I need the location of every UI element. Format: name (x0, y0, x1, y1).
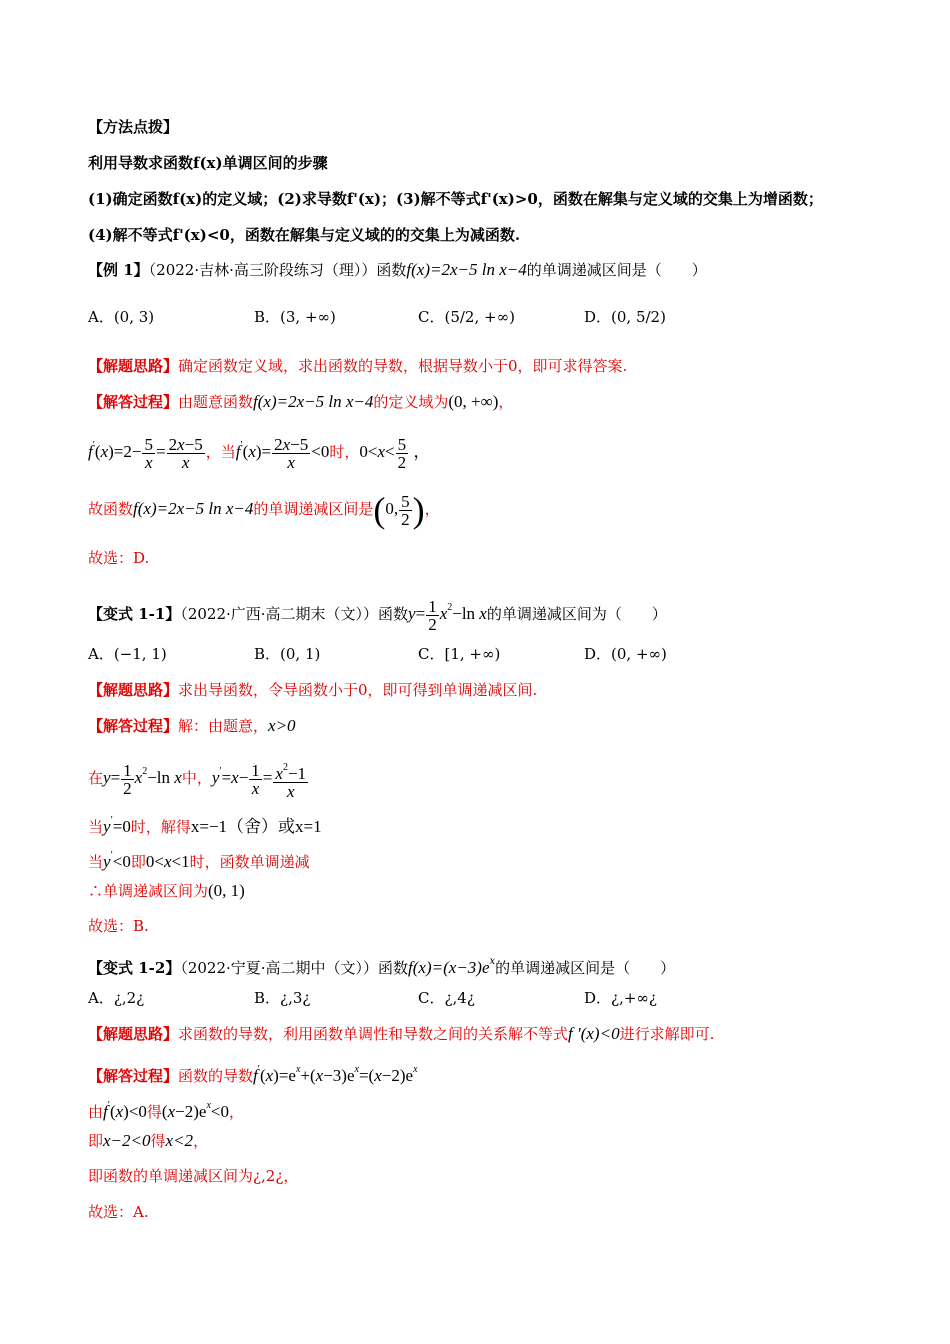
variant-1-2-derivative-negative: f′(x)<0 (103, 1100, 147, 1121)
example-1-process-1 (88, 391, 513, 413)
variant-1-1-idea-text: 求出导函数，令导函数小于0，即可得到单调递减区间. (178, 681, 538, 699)
variant-1-1-when-text-2: 当 (88, 853, 104, 871)
variant-1-2-idea (88, 1023, 714, 1045)
variant-1-1-zero-derivative: y′=0 (103, 815, 131, 836)
example-1-idea (88, 355, 627, 377)
variant-1-2-process-1 (88, 1059, 418, 1087)
example-1-option-d[interactable]: D．(0, 5/2) (584, 308, 666, 326)
example-1-then-text: 时， (329, 443, 360, 461)
variant-1-2-get-text: 得 (146, 1103, 162, 1121)
method-heading: 【方法点拨】 (88, 118, 179, 136)
variant-1-1-process-4 (88, 845, 310, 873)
variant-1-1-process-2 (88, 752, 309, 800)
example-1-option-a[interactable]: A．(0, 3) (88, 308, 155, 326)
variant-1-1-option-a[interactable]: A．(−1, 1) (88, 645, 167, 663)
example-1-process-text-c: ， (498, 393, 514, 411)
variant-1-2-comma: ， (228, 1103, 244, 1121)
variant-1-2-solution: x<2 (165, 1131, 194, 1150)
example-1-process-function: f(x)=2x−5 ln x−4 (253, 392, 374, 411)
variant-1-1-interval-text: ∴单调递减区间为 (88, 882, 209, 900)
example-1-derivative-line (88, 428, 430, 471)
example-1-source: （2022·吉林·高三阶段练习（理））函数 (148, 261, 407, 279)
variant-1-1-function-repeat: y= $\frac{1}{2}$ $x^2-\ln$ x (103, 760, 182, 798)
variant-1-2-comma-2: ， (193, 1132, 209, 1150)
example-1-conclusion (88, 490, 440, 531)
example-1-conclusion-text-c: ， (424, 500, 440, 518)
variant-1-1-middle-text: 中， (181, 769, 212, 787)
variant-1-1-process-text: 解：由题意， (178, 717, 269, 735)
variant-1-2-option-a[interactable]: A．¿,2¿ (88, 989, 145, 1007)
variant-1-1-options (88, 643, 788, 667)
variant-1-1-function: y= $\frac{1}{2}$ $x^2-\ln$ x (408, 596, 487, 634)
variant-1-2-process-3 (88, 1130, 208, 1152)
variant-1-1-derivative: y′=x− $\frac{1}{x}$ = $\frac{x^2-1}{x}$ (211, 760, 307, 801)
example-1-function: f(x)=2x−5 ln x−4 (406, 260, 527, 279)
variant-1-2-question (88, 951, 675, 979)
variant-1-1-interval: (0, 1) (208, 881, 245, 900)
variant-1-2-idea-text: 求函数的导数，利用函数单调性和导数之间的关系解不等式 (178, 1025, 569, 1043)
variant-1-2-source: （2022·宁夏·高二期中（文））函数 (180, 959, 409, 977)
variant-1-1-source: （2022·广西·高二期末（文））函数 (180, 605, 409, 623)
variant-1-1-option-d[interactable]: D．(0, +∞) (584, 645, 667, 663)
example-1-process-text-b: 的定义域为 (373, 393, 449, 411)
variant-1-2-step-inequality: x−2<0 (103, 1131, 151, 1150)
variant-1-2-derivative: $f'(x)=e^x+(x-3)e^x=(x-2)e^x$ (253, 1064, 418, 1085)
variant-1-2-option-b[interactable]: B．¿,3¿ (254, 989, 311, 1007)
variant-1-1-that-is-text: 即 (130, 853, 146, 871)
variant-1-1-question (88, 590, 667, 633)
variant-1-2-idea-end: 进行求解即可. (619, 1025, 715, 1043)
variant-1-1-idea (88, 679, 537, 701)
variant-1-1-process-5 (88, 880, 245, 902)
example-1-conclusion-interval: (0, $\frac{5}{2}$ ) (373, 490, 425, 531)
variant-1-1-range: 0<x<1 (145, 852, 190, 871)
example-1-suffix: 的单调递减区间是（ ） (526, 261, 707, 279)
variant-1-1-process-3 (88, 810, 322, 838)
example-1-process-tag: 【解答过程】 (88, 393, 179, 411)
method-title: 利用导数求函数f(x)单调区间的步骤 (88, 154, 328, 172)
example-1-process-text-a: 由题意函数 (178, 393, 254, 411)
variant-1-2-inequality: $(x-2)e^x<0$ (161, 1100, 229, 1121)
variant-1-2-process-4: 即函数的单调递减区间为¿,2¿， (88, 1167, 299, 1185)
variant-1-2-options (88, 987, 788, 1011)
variant-1-1-negative-derivative: y′<0 (103, 850, 131, 871)
variant-1-2-that-is-text: 即 (88, 1132, 104, 1150)
variant-1-2-idea-tag: 【解题思路】 (88, 1025, 179, 1043)
variant-1-2-process-2 (88, 1095, 244, 1123)
variant-1-1-tag: 【变式 1-1】 (88, 605, 181, 623)
variant-1-2-process-tag: 【解答过程】 (88, 1067, 179, 1085)
variant-1-2-get-text-2: 得 (150, 1132, 166, 1150)
example-1-idea-tag: 【解题思路】 (88, 357, 179, 375)
method-step-2: (4)解不等式f'(x)<0，函数在解集与定义域的的交集上为减函数. (88, 226, 521, 244)
example-1-tag: 【例 1】 (88, 261, 149, 279)
variant-1-1-condition: x>0 (268, 716, 296, 735)
variant-1-1-process-1 (88, 715, 296, 737)
example-1-conclusion-function: f(x)=2x−5 ln x−4 (133, 499, 254, 518)
example-1-option-c[interactable]: C．(5/2, +∞) (418, 308, 515, 326)
variant-1-1-idea-tag: 【解题思路】 (88, 681, 179, 699)
variant-1-2-idea-inequality: f ′(x)<0 (568, 1024, 620, 1043)
variant-1-1-answer: 故选：B. (88, 917, 149, 935)
variant-1-2-function-exponent: x (489, 956, 496, 967)
example-1-solution-range: 0<x< $\frac{5}{2}$ ， (359, 434, 431, 472)
example-1-when-text: ，当 (205, 443, 236, 461)
variant-1-2-function: f(x)=(x−3)e (408, 958, 490, 977)
example-1-domain: (0, +∞) (448, 392, 499, 411)
example-1-derivative-formula: f′(x)=2− $\frac{5}{x}$ = $\frac{2x-5}{x}$ (88, 434, 203, 472)
example-1-idea-text: 确定函数定义域，求出函数的导数，根据导数小于0，即可求得答案. (178, 357, 628, 375)
variant-1-2-suffix: 的单调递减区间是（ ） (495, 959, 676, 977)
variant-1-2-from-text: 由 (88, 1103, 104, 1121)
variant-1-1-option-c[interactable]: C．[1, +∞) (418, 645, 501, 663)
variant-1-2-process-text: 函数的导数 (178, 1067, 254, 1085)
variant-1-2-tag: 【变式 1-2】 (88, 959, 181, 977)
variant-1-1-in-text: 在 (88, 769, 104, 787)
variant-1-1-process-tag: 【解答过程】 (88, 717, 179, 735)
variant-1-1-roots: x=−1（舍）或x=1 (190, 817, 322, 836)
variant-1-1-decreasing-text: 时，函数单调递减 (189, 853, 310, 871)
variant-1-1-option-b[interactable]: B．(0, 1) (254, 645, 321, 663)
variant-1-1-solve-text: 时，解得 (130, 818, 191, 836)
example-1-answer: 故选：D. (88, 549, 150, 567)
variant-1-2-option-c[interactable]: C．¿,4¿ (418, 989, 475, 1007)
method-step-1: (1)确定函数f(x)的定义域；(2)求导数f'(x)；(3)解不等式f'(x)>0，函数在解集与定义域的交集上为增函数； (88, 190, 823, 208)
example-1-conclusion-text-b: 的单调递减区间是 (253, 500, 374, 518)
variant-1-2-answer: 故选：A. (88, 1203, 149, 1221)
example-1-option-b[interactable]: B．(3, +∞) (254, 308, 336, 326)
example-1-conclusion-text-a: 故函数 (88, 500, 134, 518)
example-1-options (88, 306, 788, 330)
variant-1-1-suffix: 的单调递减区间为（ ） (486, 605, 667, 623)
variant-1-2-option-d[interactable]: D．¿,+∞¿ (584, 989, 657, 1007)
variant-1-1-when-text: 当 (88, 818, 104, 836)
example-1-derivative-inequality: f′(x)= $\frac{2x-5}{x}$ <0 (235, 434, 330, 472)
example-1-question (88, 259, 707, 281)
